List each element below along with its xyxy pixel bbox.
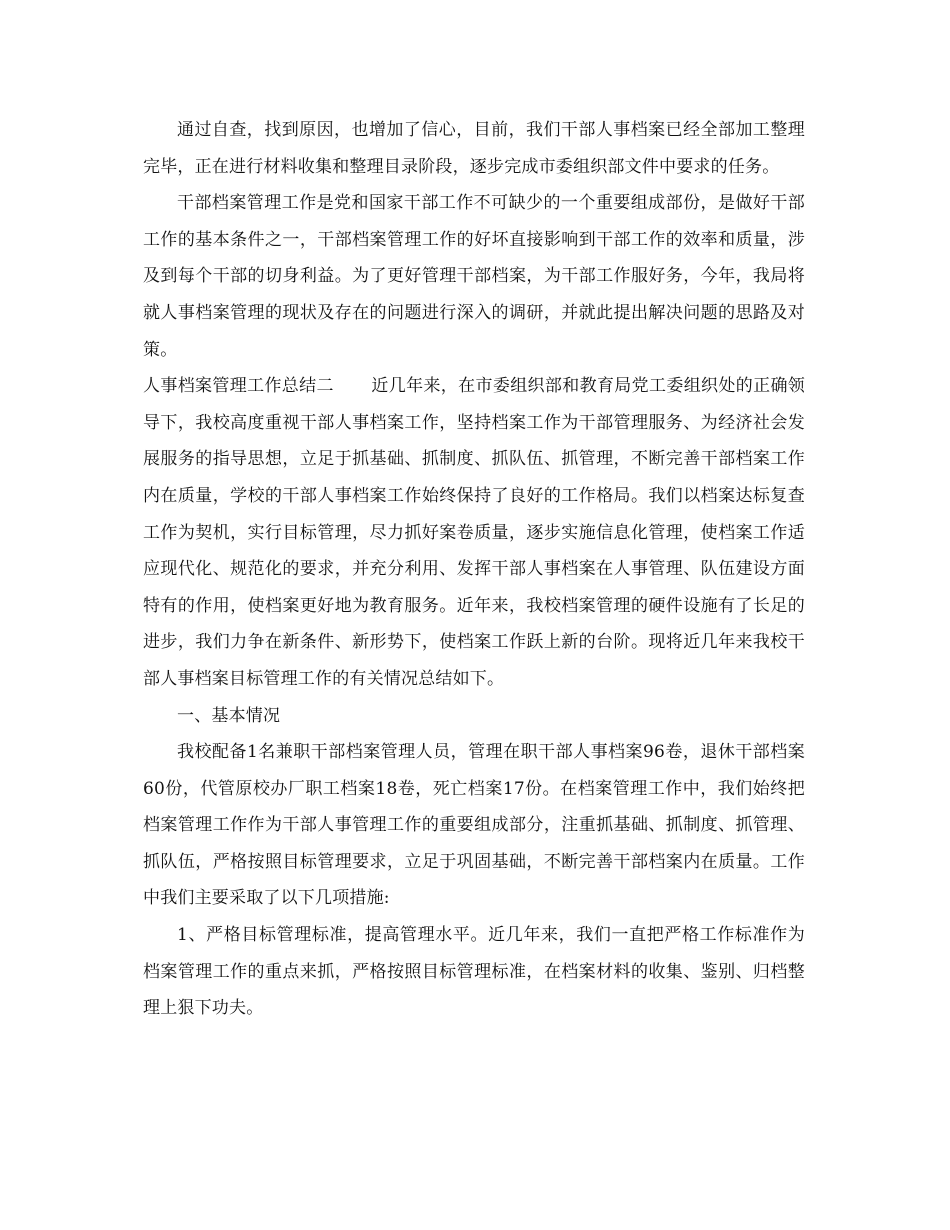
paragraph-archive-importance: 干部档案管理工作是党和国家干部工作不可缺少的一个重要组成部份，是做好干部工作的基本条件之一，干部档案管理工作的好坏直接影响到干部工作的效率和质量，涉及到每个干部的切身利益。为了更好管理干部档案，为干部工作服好务，今年，我局将就人事档案管理的现状及存在的问题进行深入的调研，并就此提出解决问题的思路及对策。	[143, 193, 805, 360]
document-page	[143, 112, 805, 1027]
paragraph-self-check: 通过自查，找到原因，也增加了信心，目前，我们干部人事档案已经全部加工整理完毕，正在进行材料收集和整理目录阶段，逐步完成市委组织部文件中要求的任务。	[143, 120, 805, 177]
paragraph-basic-info: 我校配备1名兼职干部档案管理人员，管理在职干部人事档案96卷，退休干部档案60份，代管原校办厂职工档案18卷，死亡档案17份。在档案管理工作中，我们始终把档案管理工作作为干部人事管理工作的重要组成部分，注重抓基础、抓制度、抓管理、抓队伍，严格按照目标管理要求，立足于巩固基础，不断完善干部档案内在质量。工作中我们主要采取了以下几项措施:	[143, 742, 805, 909]
section-title: 人事档案管理工作总结二	[143, 376, 334, 397]
paragraph-measure-1: 1、严格目标管理标准，提高管理水平。近几年来，我们一直把严格工作标准作为档案管理工作的重点来抓，严格按照目标管理标准，在档案材料的收集、鉴别、归档整理上狠下功夫。	[143, 925, 805, 1019]
section-intro: 近几年来，在市委组织部和教育局党工委组织处的正确领导下，我校高度重视干部人事档案工作，坚持档案工作为干部管理服务、为经济社会发展服务的指导思想，立足于抓基础、抓制度、抓队伍、抓管理，不断完善干部档案工作内在质量，学校的干部人事档案工作始终保持了良好的工作格局。我们以档案达标复查工作为契机，实行目标管理，尽力抓好案卷质量，逐步实施信息化管理，使档案工作适应现代化、规范化的要求，并充分利用、发挥干部人事档案在人事管理、队伍建设方面特有的作用，使档案更好地为教育服务。近年来，我校档案管理的硬件设施有了长足的进步，我们力争在新条件、新形势下，使档案工作跃上新的台阶。现将近几年来我校干部人事档案目标管理工作的有关情况总结如下。	[143, 376, 806, 689]
paragraph-summary-two	[143, 368, 805, 697]
heading-basic-situation: 一、基本情况	[177, 705, 281, 726]
